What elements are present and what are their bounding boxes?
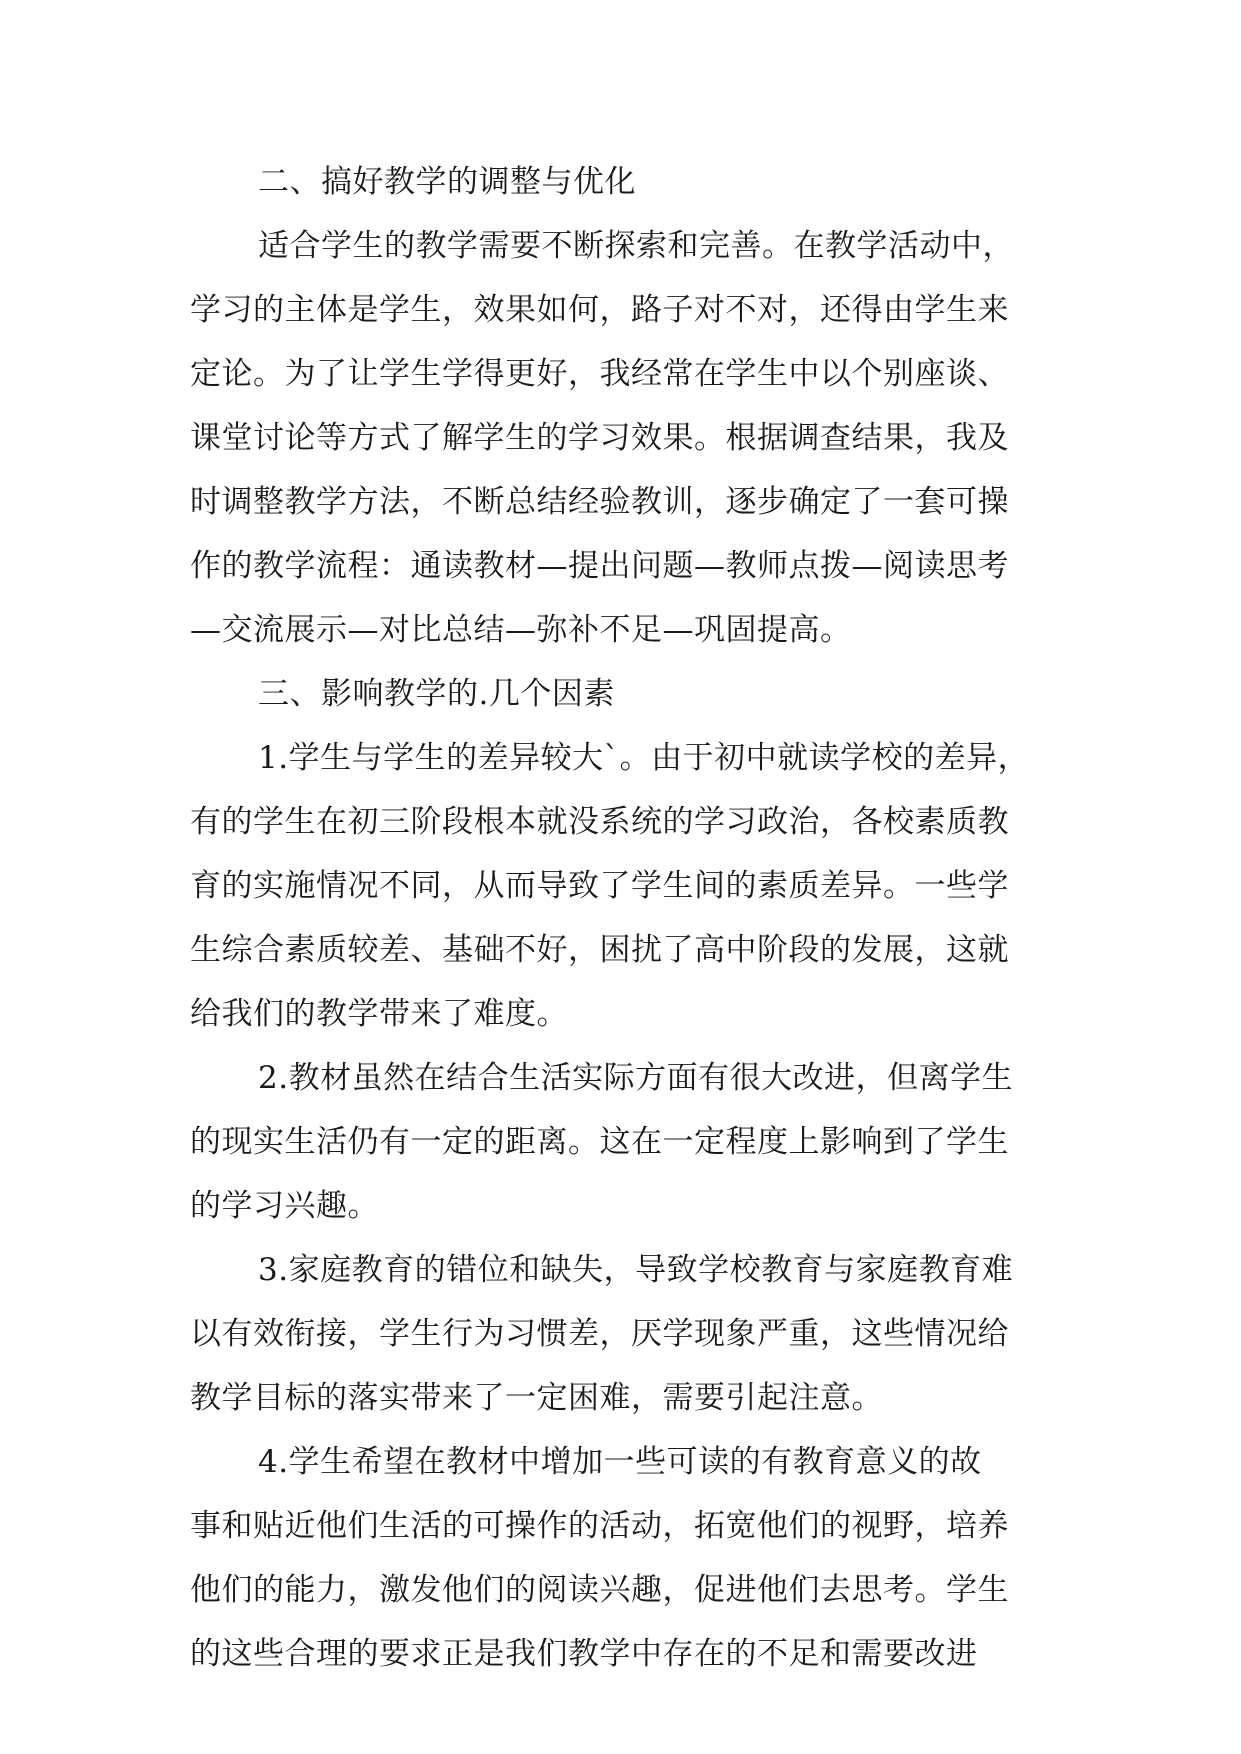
paragraph-line: 教学目标的落实带来了一定困难，需要引起注意。 (190, 1380, 883, 1416)
paragraph-line: 以有效衔接，学生行为习惯差，厌学现象严重，这些情况给 (190, 1316, 1009, 1352)
paragraph-line: 事和贴近他们生活的可操作的活动，拓宽他们的视野，培养 (190, 1508, 1009, 1544)
paragraph-line: 2.教材虽然在结合生活实际方面有很大改进，但离学生 (258, 1060, 1014, 1096)
paragraph-line: 4.学生希望在教材中增加一些可读的有教育意义的故 (258, 1444, 982, 1480)
paragraph-line: 学习的主体是学生，效果如何，路子对不对，还得由学生来 (190, 292, 1009, 328)
paragraph-line: 的这些合理的要求正是我们教学中存在的不足和需要改进 (190, 1636, 978, 1672)
paragraph-line: 1.学生与学生的差异较大`。由于初中就读学校的差异， (258, 740, 1030, 776)
section-heading: 三、影响教学的.几个因素 (258, 676, 615, 712)
paragraph-line: 的现实生活仍有一定的距离。这在一定程度上影响到了学生 (190, 1124, 1009, 1160)
paragraph-line: 适合学生的教学需要不断探索和完善。在教学活动中， (258, 228, 1014, 264)
paragraph-line: 育的实施情况不同，从而导致了学生间的素质差异。一些学 (190, 868, 1009, 904)
paragraph-line: 生综合素质较差、基础不好，困扰了高中阶段的发展，这就 (190, 932, 1009, 968)
section-heading: 二、搞好教学的调整与优化 (258, 164, 636, 200)
paragraph-line: 有的学生在初三阶段根本就没系统的学习政治，各校素质教 (190, 804, 1009, 840)
paragraph-line: 时调整教学方法，不断总结经验教训，逐步确定了一套可操 (190, 484, 1009, 520)
paragraph-line: 给我们的教学带来了难度。 (190, 996, 568, 1032)
paragraph-line: —交流展示—对比总结—弥补不足—巩固提高。 (190, 612, 852, 648)
paragraph-line: 作的教学流程：通读教材—提出问题—教师点拨—阅读思考 (190, 548, 1009, 584)
paragraph-line: 定论。为了让学生学得更好，我经常在学生中以个别座谈、 (190, 356, 1009, 392)
paragraph-line: 课堂讨论等方式了解学生的学习效果。根据调查结果，我及 (190, 420, 1009, 456)
paragraph-line: 他们的能力，激发他们的阅读兴趣，促进他们去思考。学生 (190, 1572, 1009, 1608)
paragraph-line: 的学习兴趣。 (190, 1188, 379, 1224)
paragraph-line: 3.家庭教育的错位和缺失，导致学校教育与家庭教育难 (258, 1252, 1014, 1288)
